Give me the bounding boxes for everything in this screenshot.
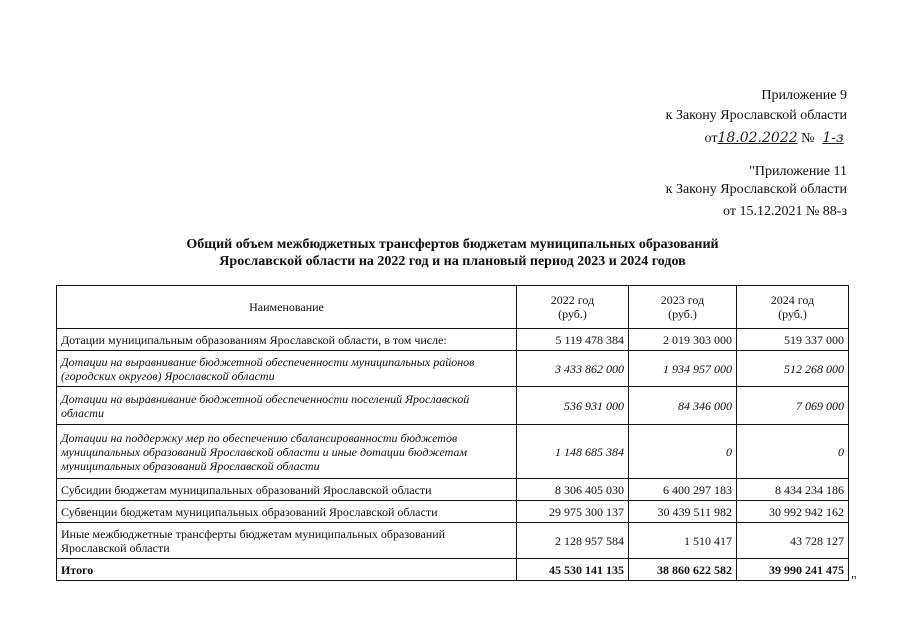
value-2024: 512 268 000 <box>737 351 849 387</box>
title-line-2: Ярославской области на 2022 год и на плановый период 2023 и 2024 годов <box>219 254 686 269</box>
original-law-date: от 15.12.2021 № 88-з <box>723 204 847 219</box>
handwritten-date: 18.02.2022 <box>717 130 798 146</box>
row-name: Дотации муниципальным образованиям Ярославской области, в том числе: <box>57 329 517 351</box>
column-header-2024: 2024 год (руб.) <box>737 286 849 329</box>
title-line-1: Общий объем межбюджетных трансфертов бюджетам муниципальных образований <box>186 237 719 252</box>
document-title <box>0 236 905 270</box>
value-2022: 1 148 685 384 <box>517 425 629 479</box>
value-2023: 1 934 957 000 <box>629 351 737 387</box>
value-2024: 30 992 942 162 <box>737 501 849 523</box>
value-2024: 39 990 241 475 <box>737 559 849 581</box>
value-2023: 2 019 303 000 <box>629 329 737 351</box>
value-2024: 0 <box>737 425 849 479</box>
table-header-row <box>57 286 849 329</box>
table-row <box>57 329 849 351</box>
value-2023: 38 860 622 582 <box>629 559 737 581</box>
row-name: Субсидии бюджетам муниципальных образований Ярославской области <box>57 479 517 501</box>
row-name: Дотации на поддержку мер по обеспечению сбалансированности бюджетов муниципальных образований Ярославской области и иные дотации бюджетам муниципальных образований Ярославской области <box>57 425 517 479</box>
table-row <box>57 523 849 559</box>
value-2024: 43 728 127 <box>737 523 849 559</box>
closing-quote: " <box>851 574 857 589</box>
row-name: Дотации на выравнивание бюджетной обеспеченности муниципальных районов (городских округов) Ярославской области <box>57 351 517 387</box>
table-row <box>57 425 849 479</box>
table-row <box>57 351 849 387</box>
row-name: Иные межбюджетные трансферты бюджетам муниципальных образований Ярославской области <box>57 523 517 559</box>
value-2023: 30 439 511 982 <box>629 501 737 523</box>
value-2024: 519 337 000 <box>737 329 849 351</box>
handwritten-number: 1-з <box>822 130 844 146</box>
transfers-table <box>56 285 849 581</box>
column-header-2022: 2022 год (руб.) <box>517 286 629 329</box>
date-prefix: от <box>704 131 718 146</box>
value-2023: 84 346 000 <box>629 387 737 425</box>
column-header-2023: 2023 год (руб.) <box>629 286 737 329</box>
value-2022: 29 975 300 137 <box>517 501 629 523</box>
appendix-date-line <box>705 130 848 147</box>
table-row <box>57 387 849 425</box>
value-2024: 8 434 234 186 <box>737 479 849 501</box>
value-2022: 2 128 957 584 <box>517 523 629 559</box>
table-row-total <box>57 559 849 581</box>
value-2022: 3 433 862 000 <box>517 351 629 387</box>
original-law-reference: к Закону Ярославской области <box>665 182 847 197</box>
original-appendix-number: "Приложение 11 <box>749 164 847 179</box>
number-label: № <box>801 131 815 146</box>
value-2022: 5 119 478 384 <box>517 329 629 351</box>
appendix-number: Приложение 9 <box>761 88 847 103</box>
value-2022: 8 306 405 030 <box>517 479 629 501</box>
value-2023: 6 400 297 183 <box>629 479 737 501</box>
row-name: Итого <box>57 559 517 581</box>
table-row <box>57 501 849 523</box>
value-2022: 45 530 141 135 <box>517 559 629 581</box>
row-name: Субвенции бюджетам муниципальных образований Ярославской области <box>57 501 517 523</box>
value-2023: 0 <box>629 425 737 479</box>
appendix-law-reference: к Закону Ярославской области <box>665 108 847 123</box>
value-2023: 1 510 417 <box>629 523 737 559</box>
value-2024: 7 069 000 <box>737 387 849 425</box>
value-2022: 536 931 000 <box>517 387 629 425</box>
table-row <box>57 479 849 501</box>
column-header-name: Наименование <box>57 286 517 329</box>
row-name: Дотации на выравнивание бюджетной обеспеченности поселений Ярославской области <box>57 387 517 425</box>
